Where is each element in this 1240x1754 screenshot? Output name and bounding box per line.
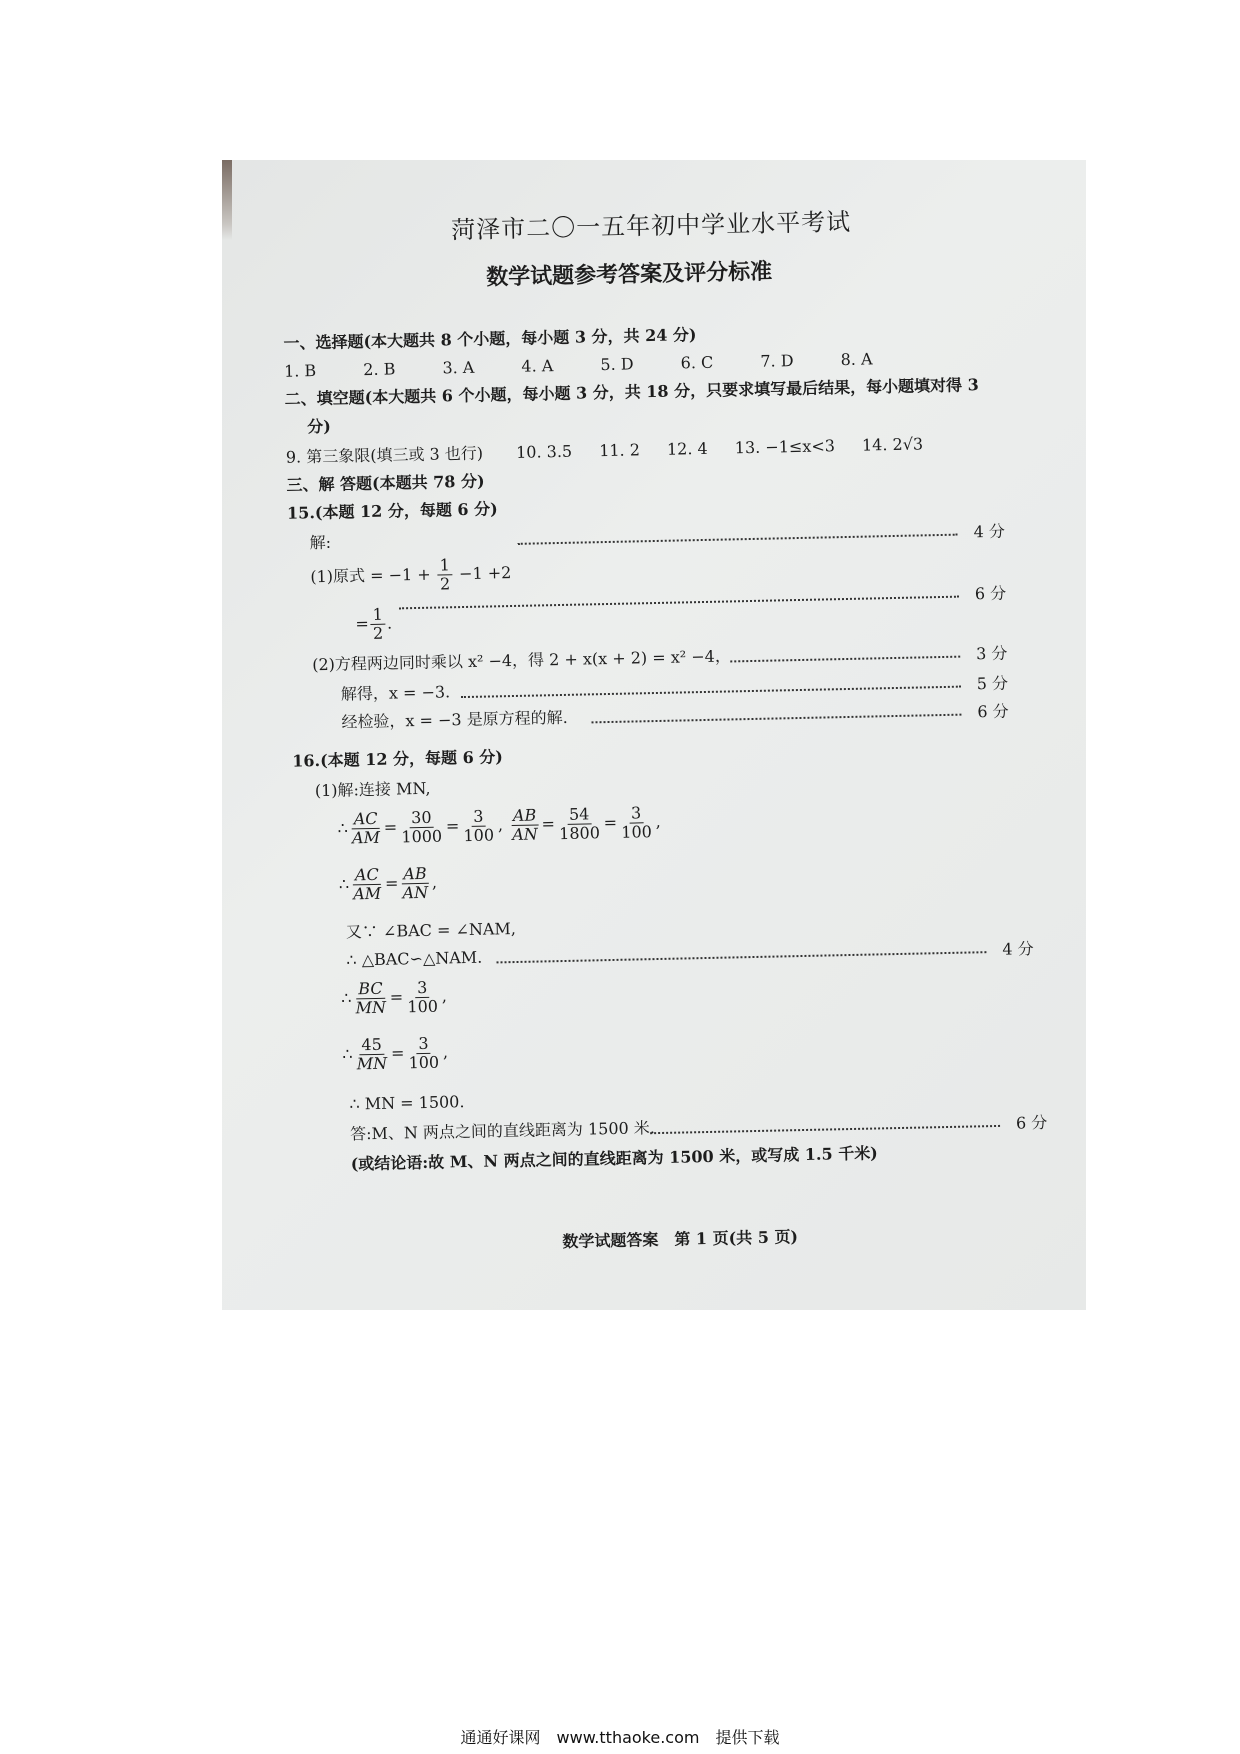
- answer-item: 1. B: [283, 361, 317, 381]
- q16-heading: 16.(本题 12 分，每题 6 分): [292, 747, 504, 771]
- answer-item: 6. C: [680, 352, 714, 373]
- q15-heading: 15.(本题 12 分，每题 6 分): [286, 499, 498, 523]
- denominator: 100: [463, 825, 495, 846]
- scanned-photo: [222, 160, 1086, 1310]
- denominator: 2: [372, 623, 384, 643]
- fraction: [370, 606, 385, 643]
- section3-heading: 三、解 答题(本题共 78 分): [286, 471, 485, 495]
- numerator: AC: [353, 866, 381, 886]
- denominator: 2: [439, 574, 451, 594]
- denominator: AM: [353, 883, 382, 904]
- answer-item: 7. D: [760, 351, 794, 371]
- denominator: MN: [355, 997, 387, 1018]
- denominator: 100: [408, 1052, 440, 1073]
- fraction: [557, 805, 602, 843]
- q15-p1-suffix: −1 +2: [458, 563, 512, 584]
- document-subtitle: 数学试题参考答案及评分标准: [485, 258, 773, 291]
- numerator: 45: [359, 1036, 384, 1056]
- answer-item: 2. B: [363, 359, 396, 380]
- q15-jie: 解:: [309, 532, 332, 553]
- answer-item: 9. 第三象限(填三或 3 也行): [285, 443, 484, 467]
- fraction: [461, 807, 496, 845]
- score-label: 6 分: [1015, 1112, 1048, 1133]
- numerator: 3: [416, 1035, 431, 1054]
- answer-item: 8. A: [840, 349, 873, 370]
- q16-mn-result: ∴ MN = 1500.: [349, 1092, 465, 1114]
- numerator: 3: [629, 804, 644, 823]
- fraction: [437, 556, 452, 593]
- section1-heading: 一、选择题(本大题共 8 个小题，每小题 3 分，共 24 分): [283, 325, 697, 353]
- dotted-leader: [650, 1125, 1000, 1134]
- denominator: 1000: [401, 826, 443, 847]
- q15-solve: 解得，x = −3.: [340, 682, 451, 704]
- numerator: 1: [370, 606, 385, 625]
- answer-item: 11. 2: [598, 440, 641, 461]
- numerator: BC: [356, 980, 385, 1000]
- denominator: 1800: [558, 823, 601, 844]
- numerator: 1: [437, 556, 452, 575]
- section2-heading: 二、填空题(本大题共 6 个小题，每小题 3 分，共 18 分，只要求填写最后结果，每小题填对得 3: [284, 375, 979, 409]
- score-label: 6 分: [977, 701, 1009, 722]
- fraction: [349, 810, 382, 848]
- answer-item: 5. D: [600, 354, 634, 375]
- answer-item: 4. A: [521, 356, 554, 376]
- denominator: AN: [402, 882, 429, 903]
- q15-p1-prefix: (1)原式 = −1 +: [310, 564, 431, 587]
- answer-item: 13. −1≤x<3: [734, 436, 836, 458]
- numerator: AB: [401, 865, 429, 885]
- page-footer: 数学试题答案 第 1 页(共 5 页): [562, 1227, 799, 1252]
- q16-equal-ratio: ∴ $\frac{AC}{AM}$ = $\frac{AB}{AN}$ ,: [338, 863, 438, 904]
- numerator: 54: [567, 805, 592, 825]
- q15-part1-result: = $\frac{1}{2}$ .: [355, 604, 393, 643]
- answer-item: 12. 4: [666, 438, 708, 459]
- q15-part1: [310, 555, 512, 596]
- answer-item: 14. 2√3: [861, 434, 924, 455]
- q16-bc-ratio: ∴ $\frac{BC}{MN}$ = $\frac{3}{100}$ ,: [341, 977, 448, 1018]
- dotted-leader: [591, 714, 961, 724]
- dotted-leader: [461, 686, 961, 698]
- dotted-leader: [399, 596, 959, 610]
- dotted-leader: [518, 534, 958, 545]
- q16-angle: 又∵ ∠BAC = ∠NAM,: [345, 918, 517, 942]
- fraction: [400, 865, 430, 903]
- score-label: 6 分: [974, 583, 1007, 604]
- document-title: 菏泽市二〇一五年初中学业水平考试: [450, 207, 852, 245]
- section1-answers: [284, 349, 915, 382]
- denominator: AN: [512, 824, 538, 845]
- fraction: [353, 980, 388, 1018]
- answer-item: 3. A: [442, 357, 475, 378]
- q15-part2: (2)方程两边同时乘以 x² −4，得 2 + x(x + 2) = x² −4，: [312, 646, 732, 675]
- section2-answers: [286, 433, 966, 467]
- denominator: 100: [621, 822, 653, 842]
- q16-similar: ∴ △BAC∽△NAM.: [346, 947, 483, 970]
- fraction: [619, 804, 654, 842]
- section2-heading-cont: 分): [307, 416, 332, 437]
- numerator: AB: [511, 807, 539, 827]
- fraction: [406, 1035, 441, 1073]
- q16-step1: (1)解:连接 MN,: [314, 778, 431, 801]
- score-label: 4 分: [973, 521, 1006, 542]
- numerator: 3: [415, 979, 430, 998]
- answer-sheet: [251, 192, 1064, 1298]
- fraction: [510, 806, 540, 844]
- q16-answer: 答:M、N 两点之间的直线距离为 1500 米.: [349, 1118, 656, 1144]
- numerator: 30: [409, 809, 434, 829]
- fraction: [351, 866, 384, 904]
- q16-mn-ratio: ∴ $\frac{45}{MN}$ = $\frac{3}{100}$ ,: [342, 1033, 449, 1074]
- score-label: 3 分: [975, 643, 1008, 664]
- answer-item: 10. 3.5: [515, 441, 573, 462]
- score-label: 4 分: [1002, 939, 1034, 959]
- q15-check: 经检验，x = −3 是原方程的解.: [341, 707, 568, 732]
- download-footer: 通通好课网 www.tthaoke.com 提供下载: [460, 1728, 780, 1747]
- q16-alt-conclusion: (或结论语:故 M、N 两点之间的直线距离为 1500 米，或写成 1.5 千米): [350, 1143, 878, 1174]
- dotted-leader: [496, 951, 986, 963]
- fraction: [354, 1036, 389, 1074]
- numerator: 3: [471, 808, 486, 827]
- q16-ratio-line: ∴ $\frac{AC}{AM}$ = $\frac{30}{1000}$ = $\frac{3}{100}$ , $\frac{AB}{AN}$ = $\frac{54}{1800}$ = $\frac{3}{100}$ ,: [337, 803, 661, 848]
- fraction: [399, 808, 444, 846]
- denominator: AM: [351, 827, 381, 848]
- denominator: MN: [356, 1053, 388, 1074]
- numerator: AC: [352, 810, 380, 830]
- score-label: 5 分: [976, 673, 1009, 694]
- denominator: 100: [407, 996, 439, 1017]
- dotted-leader: [730, 656, 960, 663]
- fraction: [405, 979, 440, 1017]
